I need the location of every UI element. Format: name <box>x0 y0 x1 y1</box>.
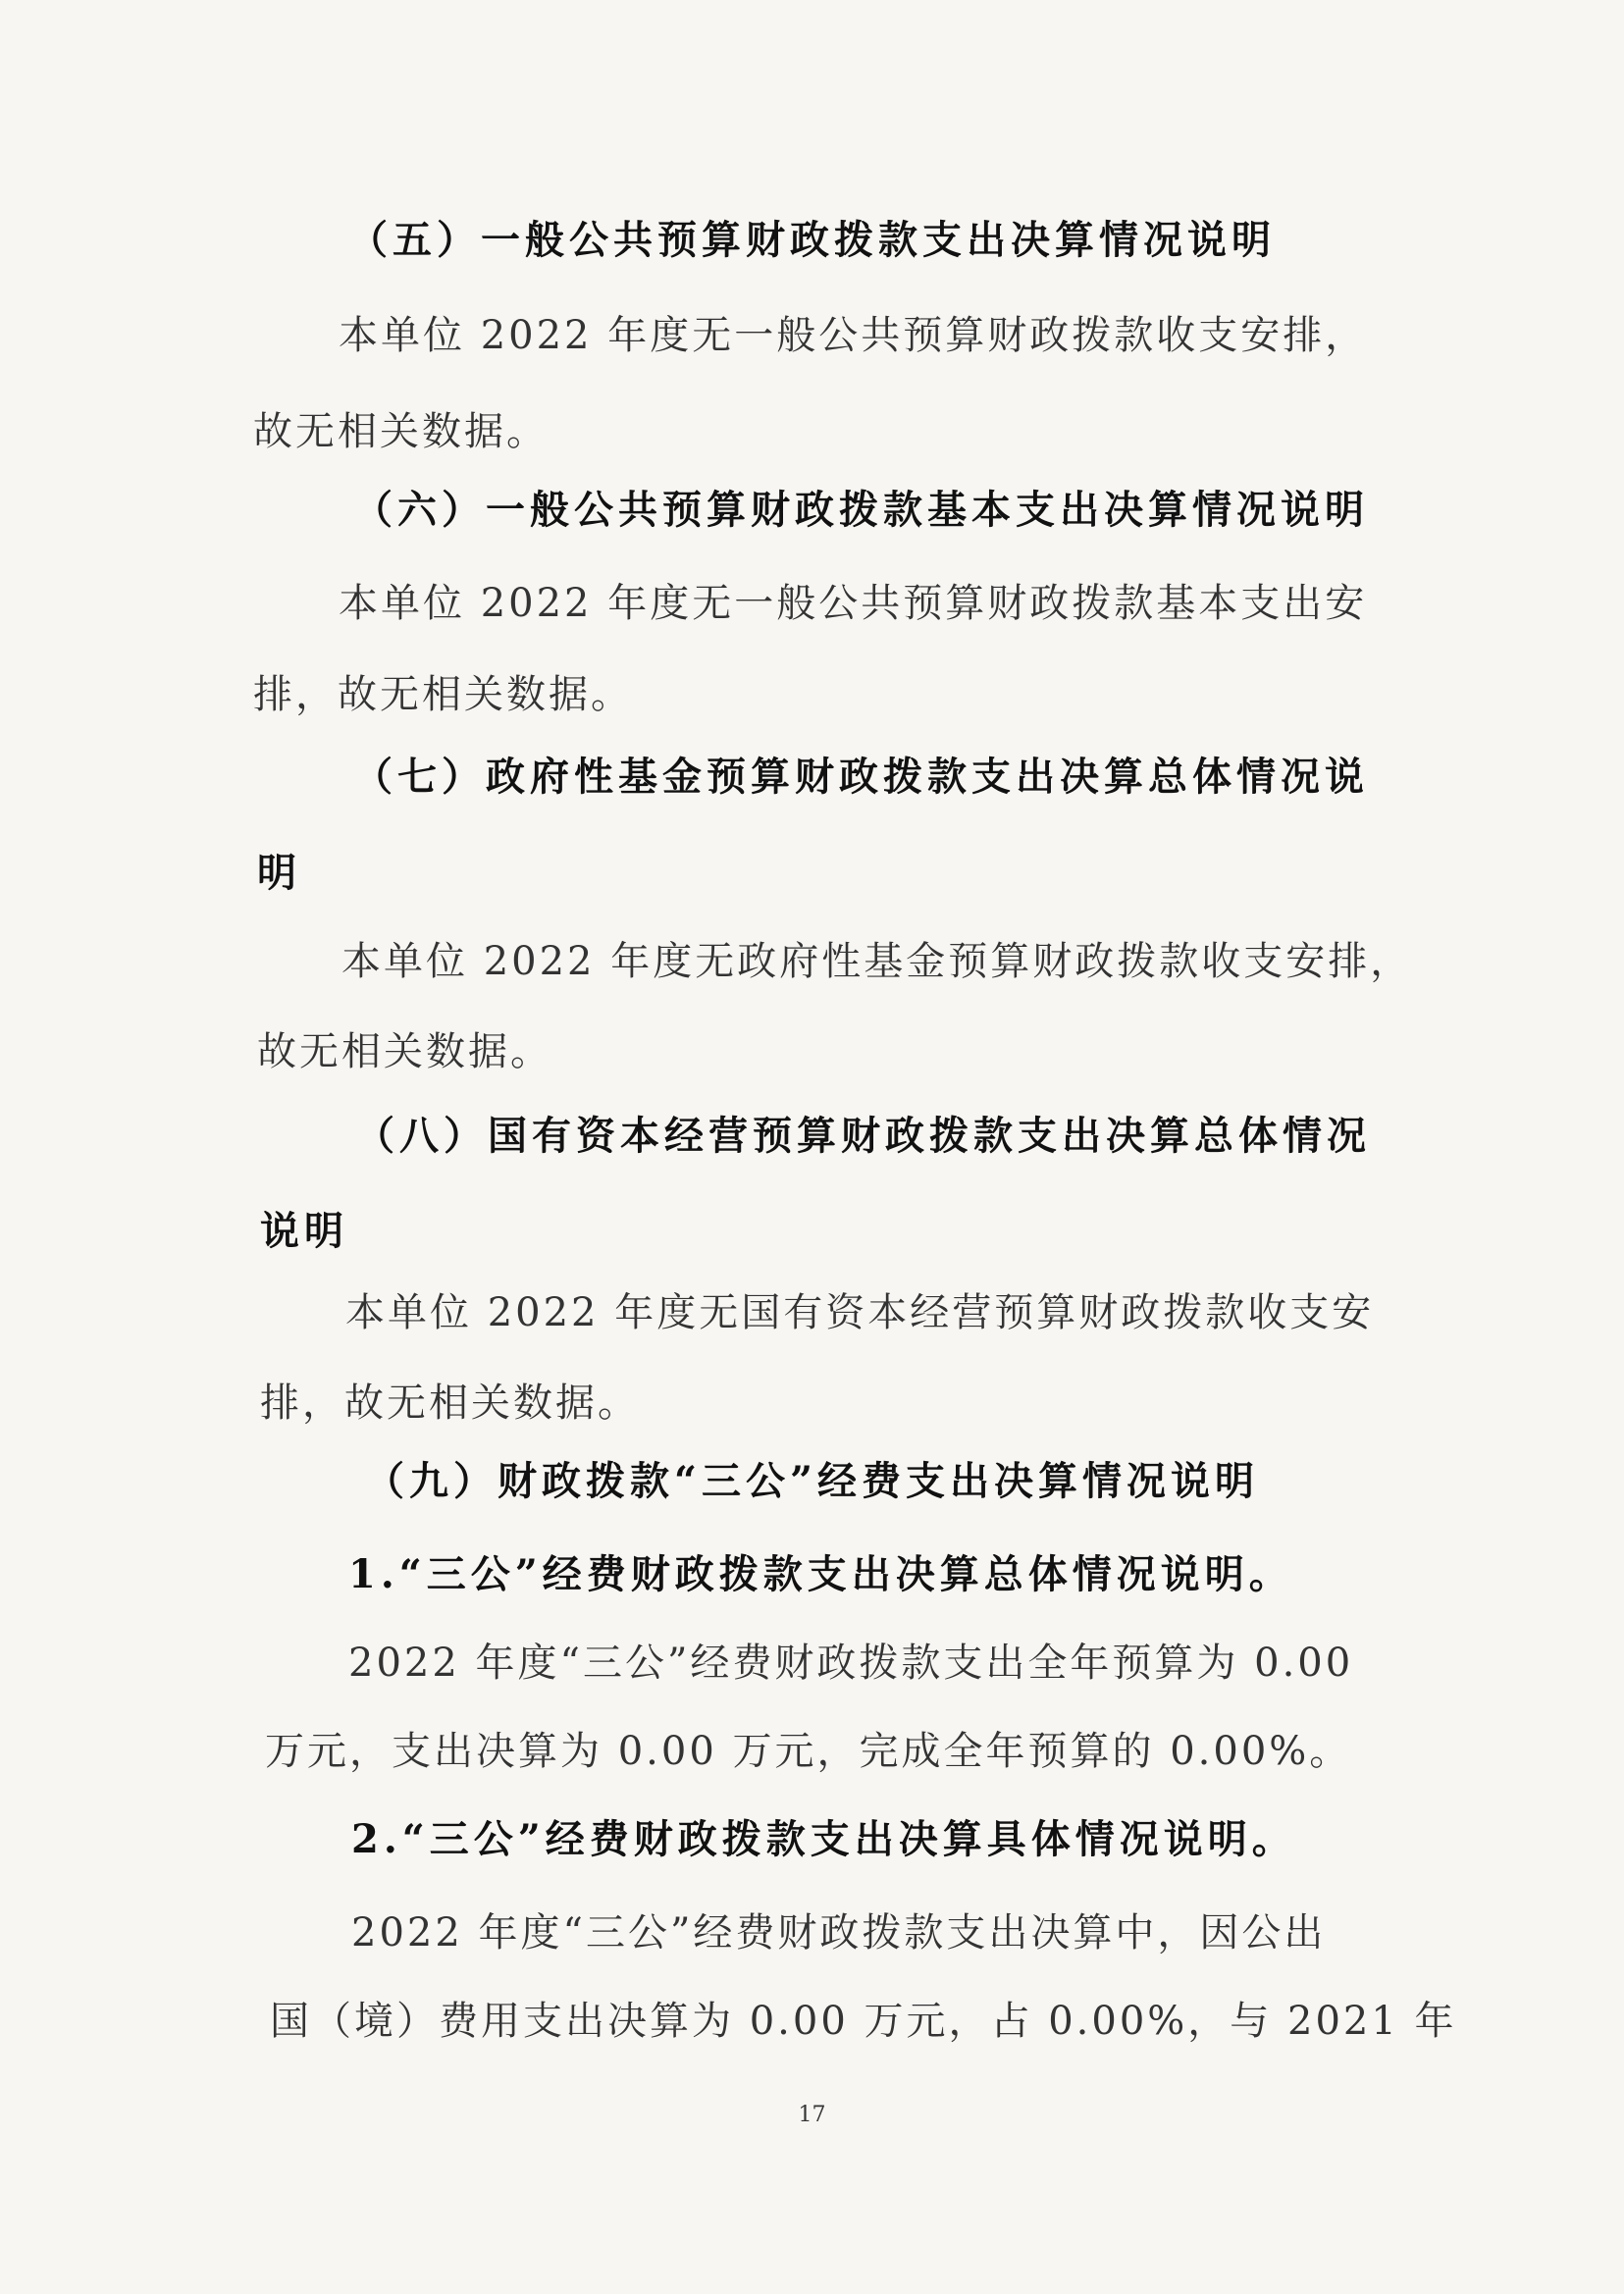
section-9-heading: （九）财政拨款“三公”经费支出决算情况说明 <box>365 1458 1260 1504</box>
section-9-sub-2-heading: 2.“三公”经费财政拨款支出决算具体情况说明。 <box>351 1816 1296 1862</box>
section-9-sub-1-line-1: 2022 年度“三公”经费财政拨款支出全年预算为 0.00 <box>348 1641 1354 1686</box>
section-7-body-line-1: 本单位 2022 年度无政府性基金预算财政拨款收支安排， <box>341 939 1413 984</box>
section-6-heading: （六）一般公共预算财政拨款基本支出决算情况说明 <box>353 487 1369 533</box>
section-9-sub-1-line-2: 万元，支出决算为 0.00 万元，完成全年预算的 0.00%。 <box>265 1729 1352 1774</box>
section-5-body-line-2: 故无相关数据。 <box>253 409 549 454</box>
section-8-heading-line-2: 说明 <box>260 1208 348 1254</box>
section-7-heading-line-2: 明 <box>257 850 301 896</box>
section-8-body-line-1: 本单位 2022 年度无国有资本经营预算财政拨款收支安 <box>345 1290 1375 1335</box>
section-5-heading: （五）一般公共预算财政拨款支出决算情况说明 <box>348 217 1276 263</box>
section-7-heading-line-1: （七）政府性基金预算财政拨款支出决算总体情况说 <box>353 754 1369 800</box>
section-5-body-line-1: 本单位 2022 年度无一般公共预算财政拨款收支安排， <box>339 313 1368 358</box>
section-8-body-line-2: 排，故无相关数据。 <box>260 1381 640 1426</box>
section-9-sub-2-line-1: 2022 年度“三公”经费财政拨款支出决算中，因公出 <box>351 1910 1327 1955</box>
section-6-body-line-1: 本单位 2022 年度无一般公共预算财政拨款基本支出安 <box>339 581 1368 626</box>
section-7-body-line-2: 故无相关数据。 <box>257 1029 552 1074</box>
section-9-sub-2-line-2: 国（境）费用支出决算为 0.00 万元，占 0.00%，与 2021 年 <box>270 1999 1457 2044</box>
section-9-sub-1-heading: 1.“三公”经费财政拨款支出决算总体情况说明。 <box>348 1551 1293 1597</box>
section-8-heading-line-1: （八）国有资本经营预算财政拨款支出决算总体情况 <box>355 1113 1371 1159</box>
page-number: 17 <box>798 2103 826 2127</box>
section-6-body-line-2: 排，故无相关数据。 <box>253 672 633 717</box>
